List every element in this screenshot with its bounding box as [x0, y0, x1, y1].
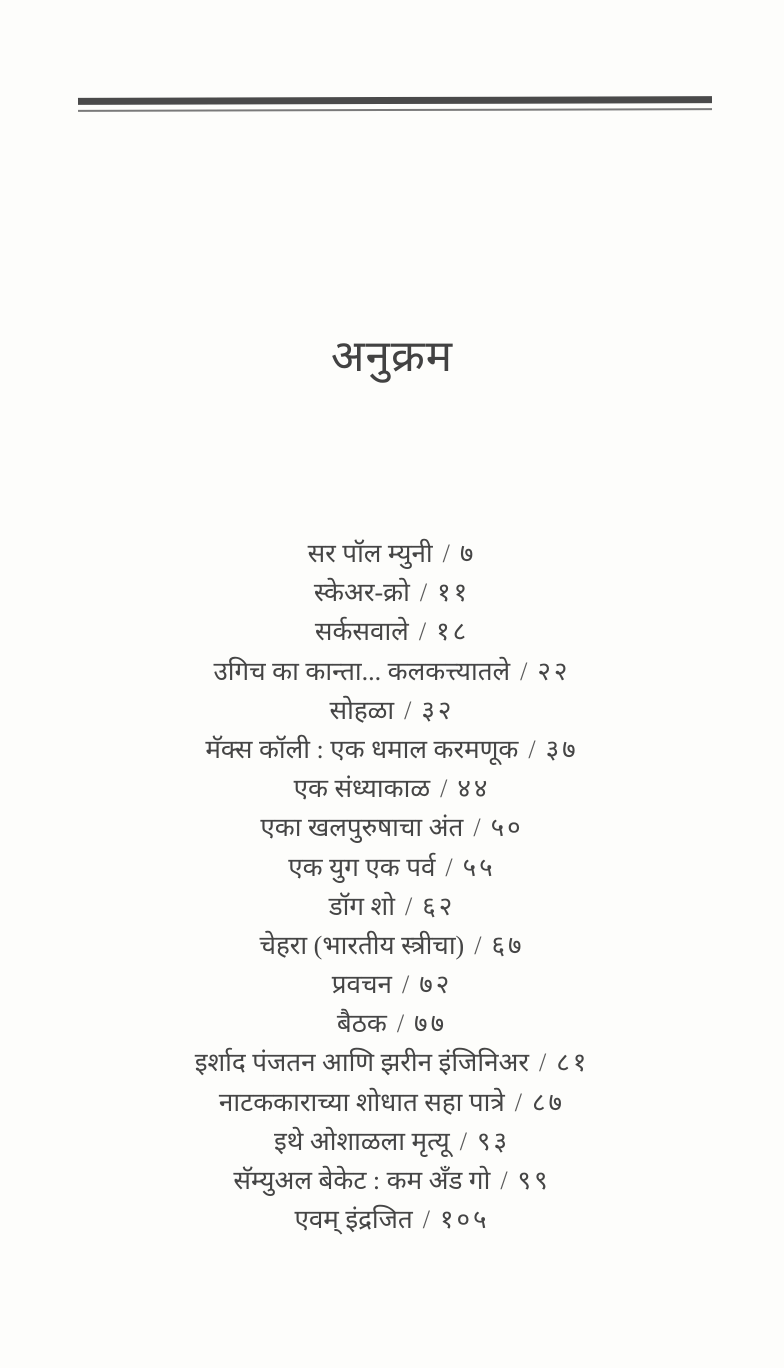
toc-entry-title: सर पॉल म्युनी [307, 539, 433, 568]
toc-entry-title: नाटककाराच्या शोधात सहा पात्रे [218, 1087, 505, 1117]
toc-entry [0, 926, 784, 965]
toc-entry [0, 534, 784, 573]
toc-separator: / [419, 578, 428, 608]
toc-entry [0, 848, 784, 887]
toc-entry-title: एक संध्याकाळ [293, 774, 431, 804]
toc-separator: / [474, 930, 482, 960]
toc-separator: / [500, 1166, 508, 1195]
toc-page-number: ४४ [457, 774, 491, 804]
toc-page-number: ७ [459, 539, 477, 568]
toc-page-number: ७७ [414, 1009, 448, 1039]
toc-separator: / [401, 970, 410, 1000]
toc-separator: / [440, 774, 448, 804]
toc-separator: / [528, 734, 536, 764]
toc-page-number: ८१ [556, 1048, 590, 1078]
toc-entry [0, 965, 784, 1004]
toc-separator: / [422, 1205, 430, 1235]
toc-page-number: ५५ [462, 852, 496, 882]
toc-entry-title: एवम् इंद्रजित [294, 1205, 413, 1235]
toc-entry [0, 652, 784, 691]
thin-rule [78, 108, 712, 112]
toc-entry-title: डॉग शो [328, 891, 395, 921]
toc-entry [0, 1043, 784, 1082]
toc-page-number: २२ [537, 656, 571, 686]
toc-page-number: ९९ [517, 1166, 551, 1195]
toc-entry-title: चेहरा (भारतीय स्त्रीचा) [259, 930, 465, 960]
toc-entry [0, 769, 784, 808]
toc-page-number: ५० [490, 813, 524, 843]
toc-page-number: ९३ [476, 1126, 510, 1156]
toc-page-number: ३७ [545, 734, 579, 764]
toc-separator: / [459, 1126, 467, 1156]
toc-separator: / [514, 1087, 523, 1117]
toc-page-number: १०५ [439, 1205, 490, 1235]
toc-entry [0, 573, 784, 612]
toc-page-number: ६७ [491, 930, 525, 960]
toc-entry-title: बैठक [336, 1009, 387, 1039]
toc-separator: / [404, 695, 412, 725]
toc-separator: / [396, 1009, 405, 1039]
toc-separator: / [520, 656, 528, 686]
toc-entry-title: इर्शाद पंजतन आणि झरीन इंजिनिअर [194, 1048, 530, 1078]
toc-entry [0, 1004, 784, 1043]
toc-separator: / [539, 1048, 547, 1078]
toc-page-number: ११ [437, 578, 471, 608]
toc-list [0, 534, 784, 1239]
toc-entry [0, 1083, 784, 1122]
toc-separator: / [442, 539, 450, 568]
toc-entry-title: एका खलपुरुषाचा अंत [260, 813, 464, 843]
toc-separator: / [473, 813, 481, 843]
toc-entry-title: मॅक्स कॉली : एक धमाल करमणूक [205, 734, 519, 764]
toc-page-number: ८७ [532, 1087, 566, 1117]
toc-separator: / [418, 617, 427, 647]
toc-entry [0, 808, 784, 847]
header-rule [78, 96, 712, 112]
toc-entry-title: एक युग एक पर्व [288, 852, 436, 882]
toc-entry-title: सोहळा [329, 695, 395, 725]
toc-entry-title: उगिच का कान्ता... कलकत्त्यातले [213, 656, 511, 686]
toc-entry-title: प्रवचन [331, 970, 392, 1000]
toc-page-number: १८ [436, 617, 470, 647]
toc-entry-title: सर्कसवाले [314, 617, 409, 647]
toc-page-number: ६२ [422, 891, 456, 921]
toc-entry [0, 1161, 784, 1200]
toc-separator: / [445, 852, 453, 882]
toc-entry-title: स्केअर-क्रो [313, 578, 410, 608]
toc-entry [0, 887, 784, 926]
toc-separator: / [404, 891, 413, 921]
toc-entry [0, 1122, 784, 1161]
toc-entry [0, 1200, 784, 1239]
toc-entry [0, 691, 784, 730]
toc-entry [0, 730, 784, 769]
toc-entry-title: सॅम्युअल बेकेट : कम अँड गो [233, 1166, 491, 1195]
thick-rule [78, 96, 712, 105]
toc-page-number: ७२ [419, 970, 453, 1000]
page-title: अनुक्रम [330, 332, 454, 381]
toc-entry [0, 612, 784, 651]
toc-entry-title: इथे ओशाळला मृत्यू [274, 1126, 450, 1156]
toc-page-number: ३२ [421, 695, 455, 725]
